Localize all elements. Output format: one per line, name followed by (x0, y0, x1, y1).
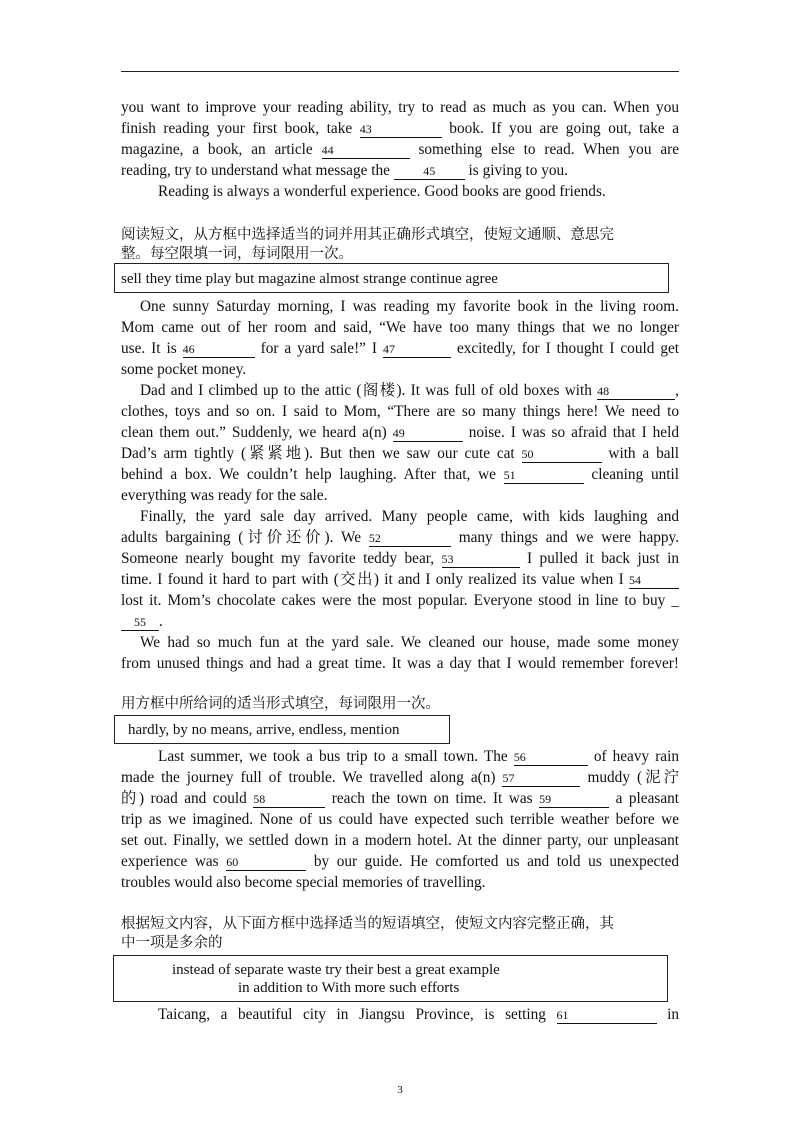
blank-51[interactable]: 51 (504, 468, 584, 484)
blank-55[interactable]: 55 (121, 615, 159, 631)
blank-60[interactable]: 60 (226, 855, 306, 871)
s2-p3-line4: time. I found it hard to part with (交出) it and I only realized its value when I 54 (121, 569, 679, 590)
blank-59[interactable]: 59 (539, 792, 609, 808)
passage1-line3: magazine, a book, an article 44 something else to read. When you are (121, 141, 679, 158)
s2-p1-line4: some pocket money. (121, 361, 247, 378)
s3-line2: made the journey full of trouble. We travelled along a(n) 57 muddy (泥泞 (121, 769, 679, 786)
passage1-line1: you want to improve your reading ability, try to read as much as you can. When you (121, 99, 679, 116)
word-box-1 (114, 263, 669, 293)
word-box-1-text: sell they time play but magazine almost strange continue agree (121, 271, 498, 287)
s2-p3-line6: 55 . (121, 611, 679, 632)
s2-p3-line2: adults bargaining (讨价还价). We 52 many things and we were happy. (121, 529, 680, 546)
section4-instruction-2: 中一项是多余的 (121, 935, 223, 951)
word-box-2 (114, 715, 450, 744)
blank-44[interactable]: 44 (322, 143, 410, 159)
s2-p4-line1: We had so much fun at the yard sale. We cleaned our house, made some money (140, 634, 679, 651)
s2-p1-line2: Mom came out of her room and said, “We have too many things that we no longer (121, 319, 679, 336)
s3-line6: experience was 60 by our guide. He comforted us and told us unexpected (121, 853, 680, 870)
s2-p3-line5: lost it. Mom’s chocolate cakes were the most popular. Everyone stood in line to buy _ (121, 592, 679, 609)
blank-58[interactable]: 58 (253, 792, 325, 808)
s2-p2-line1: Dad and I climbed up to the attic (阁楼). It was full of old boxes with 48 , (140, 382, 679, 399)
section2-instruction-2: 整。每空限填一词，每词限用一次。 (121, 246, 353, 262)
s2-p3-line1: Finally, the yard sale day arrived. Many people came, with kids laughing and (140, 508, 679, 525)
s3-line1: Last summer, we took a bus trip to a small town. The 56 of heavy rain (158, 748, 679, 765)
page-number: 3 (397, 1084, 403, 1096)
passage1-line2: finish reading your first book, take 43 book. If you are going out, take a (121, 120, 679, 137)
s3-line3: 的) road and could 58 reach the town on time. It was 59 a pleasant (121, 790, 680, 807)
blank-48[interactable]: 48 (597, 384, 675, 400)
section3-instruction: 用方框中所给词的适当形式填空，每词限用一次。 (121, 696, 440, 712)
header-rule (121, 71, 679, 72)
s2-p3-line3: Someone nearly bought my favorite teddy bear, 53 I pulled it back just in (121, 550, 680, 567)
s2-p2-line3: clean them out.” Suddenly, we heard a(n) 49 noise. I was so afraid that I held (121, 424, 679, 441)
s2-p1-line3: use. It is 46 for a yard sale!” I 47 excitedly, for I thought I could get (121, 340, 680, 357)
blank-56[interactable]: 56 (514, 750, 588, 766)
passage1-line4: reading, try to understand what message the 45 is giving to you. (121, 162, 568, 179)
phrase-box (113, 955, 668, 1002)
passage1-line5: Reading is always a wonderful experience. Good books are good friends. (158, 183, 606, 200)
s4-line1: Taicang, a beautiful city in Jiangsu Province, is setting 61 in (158, 1006, 680, 1023)
s2-p4-line2: from unused things and had a great time. It was a day that I would remember forever! (121, 655, 679, 672)
s2-p1-line1: One sunny Saturday morning, I was reading my favorite book in the living room. (140, 298, 679, 315)
blank-52[interactable]: 52 (369, 531, 451, 547)
s3-line4: trip as we imagined. None of us could have expected such terrible weather before we (121, 811, 679, 828)
blank-45[interactable]: 45 (394, 164, 465, 180)
blank-43[interactable]: 43 (360, 122, 442, 138)
blank-57[interactable]: 57 (502, 771, 580, 787)
s2-p2-line6: everything was ready for the sale. (121, 487, 328, 504)
s3-line5: set out. Finally, we settled down in a modern hotel. At the dinner party, our unpleasant (121, 832, 679, 849)
blank-49[interactable]: 49 (393, 426, 463, 442)
blank-53[interactable]: 53 (442, 552, 520, 568)
s2-p2-line2: clothes, toys and so on. I said to Mom, “There are so many things here! We need to (121, 403, 679, 420)
s2-p2-line4: Dad’s arm tightly (紧紧地). But then we saw our cute cat 50 with a ball (121, 445, 680, 462)
blank-54[interactable]: 54 (629, 573, 679, 589)
phrase-box-row2: in addition to With more such efforts (238, 980, 460, 996)
phrase-box-row1: instead of separate waste try their best a great example (172, 962, 500, 978)
s2-p2-line5: behind a box. We couldn’t help laughing. After that, we 51 cleaning until (121, 466, 679, 483)
blank-47[interactable]: 47 (383, 342, 451, 358)
section4-instruction-1: 根据短文内容，从下面方框中选择适当的短语填空，使短文内容完整正确，其 (121, 916, 614, 932)
s3-line7: troubles would also become special memories of travelling. (121, 874, 486, 891)
blank-61[interactable]: 61 (557, 1008, 657, 1024)
word-box-2-text: hardly, by no means, arrive, endless, mention (128, 722, 400, 738)
blank-46[interactable]: 46 (183, 342, 255, 358)
blank-50[interactable]: 50 (522, 447, 602, 463)
section2-instruction-1: 阅读短文，从方框中选择适当的词并用其正确形式填空，使短文通顺、意思完 (121, 227, 614, 243)
